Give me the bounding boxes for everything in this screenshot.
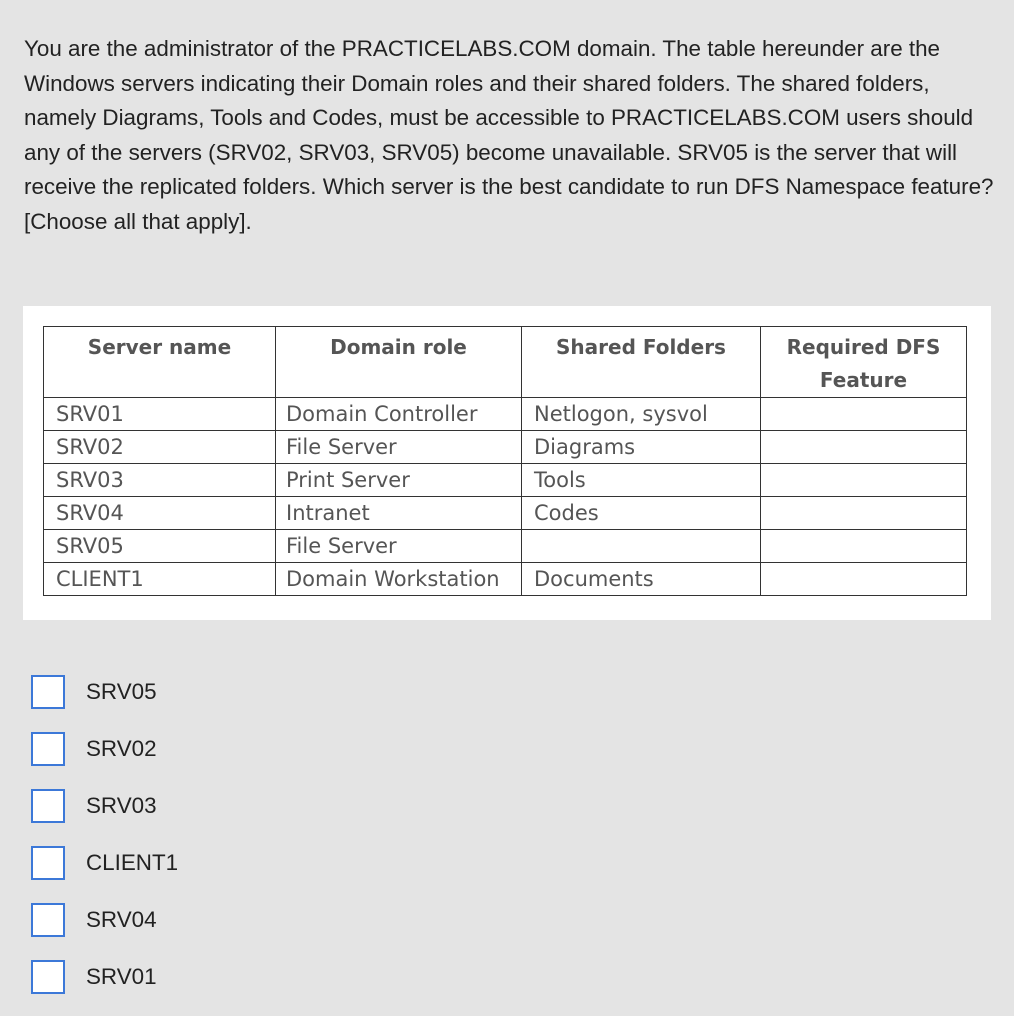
table-row [44, 497, 967, 530]
dfs-cell [761, 530, 967, 563]
server-table [43, 326, 967, 596]
option-label[interactable]: SRV04 [86, 907, 157, 932]
table-header-row [44, 327, 967, 398]
header-domain-role: Domain role [276, 327, 522, 398]
dfs-cell [761, 497, 967, 530]
shared-cell: Diagrams [522, 431, 761, 464]
shared-cell: Tools [522, 464, 761, 497]
server-cell: SRV02 [44, 431, 276, 464]
checkbox[interactable] [31, 789, 65, 823]
option-srv03[interactable] [31, 787, 178, 825]
header-shared-folders: Shared Folders [522, 327, 761, 398]
server-cell: SRV03 [44, 464, 276, 497]
dfs-cell [761, 563, 967, 596]
shared-cell: Documents [522, 563, 761, 596]
role-cell: Domain Controller [276, 398, 522, 431]
option-srv01[interactable] [31, 958, 178, 996]
option-label[interactable]: SRV03 [86, 793, 157, 818]
checkbox[interactable] [31, 960, 65, 994]
server-table-panel [23, 306, 991, 620]
shared-cell [522, 530, 761, 563]
table-row [44, 563, 967, 596]
server-cell: SRV01 [44, 398, 276, 431]
checkbox[interactable] [31, 846, 65, 880]
role-cell: File Server [276, 530, 522, 563]
checkbox[interactable] [31, 732, 65, 766]
dfs-cell [761, 431, 967, 464]
shared-cell: Codes [522, 497, 761, 530]
option-label[interactable]: SRV02 [86, 736, 157, 761]
table-row [44, 464, 967, 497]
header-server-name: Server name [44, 327, 276, 398]
table-row [44, 431, 967, 464]
role-cell: Intranet [276, 497, 522, 530]
checkbox[interactable] [31, 675, 65, 709]
answer-options [31, 673, 178, 1015]
option-client1[interactable] [31, 844, 178, 882]
checkbox[interactable] [31, 903, 65, 937]
dfs-cell [761, 398, 967, 431]
dfs-cell [761, 464, 967, 497]
table-row [44, 398, 967, 431]
option-label[interactable]: SRV05 [86, 679, 157, 704]
role-cell: Print Server [276, 464, 522, 497]
role-cell: File Server [276, 431, 522, 464]
shared-cell: Netlogon, sysvol [522, 398, 761, 431]
role-cell: Domain Workstation [276, 563, 522, 596]
question-text: You are the administrator of the PRACTICELABS.COM domain. The table hereunder are the Windows servers indicating their Domain roles and their shared folders. The shared folders, namely Diagrams, Tools and Codes, must be accessible to PRACTICELABS.COM users should any of the servers (SRV02, SRV03, SRV05) become unavailable. SRV05 is the server that will receive the replicated folders. Which server is the best candidate to run DFS Namespace feature? [Choose all that apply]. [24, 36, 994, 234]
server-cell: SRV05 [44, 530, 276, 563]
option-label[interactable]: CLIENT1 [86, 850, 179, 875]
table-row [44, 530, 967, 563]
option-srv04[interactable] [31, 901, 178, 939]
server-cell: SRV04 [44, 497, 276, 530]
header-required-dfs: Required DFS Feature [761, 327, 967, 398]
option-srv02[interactable] [31, 730, 178, 768]
option-label[interactable]: SRV01 [86, 964, 157, 989]
server-cell: CLIENT1 [44, 563, 276, 596]
option-srv05[interactable] [31, 673, 178, 711]
